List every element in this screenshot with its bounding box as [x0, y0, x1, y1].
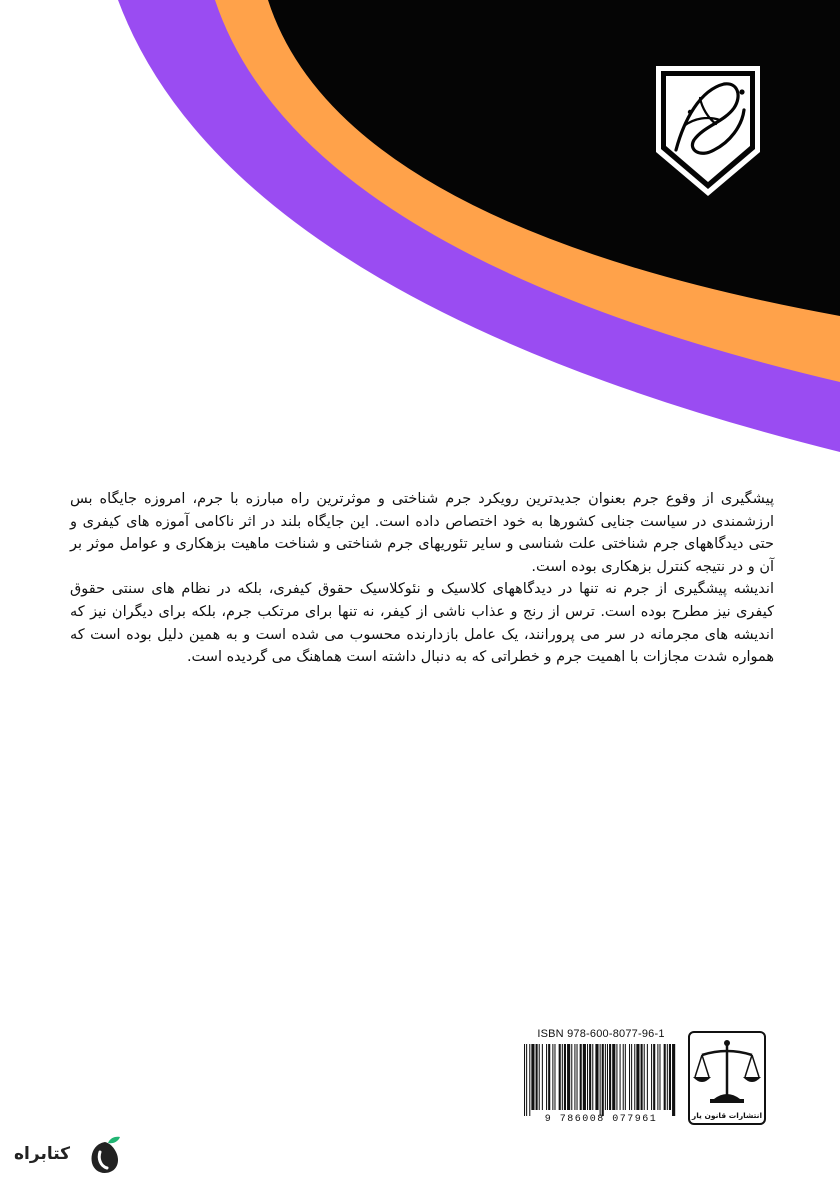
barcode-bars: [524, 1044, 678, 1116]
ketabrah-leaf-icon: [88, 1136, 122, 1176]
ketabrah-watermark: [14, 1136, 124, 1180]
barcode-digits: 9 786008 077961: [544, 1114, 658, 1125]
isbn-label: ISBN 978-600-8077-96-1: [537, 1028, 665, 1040]
scales-of-justice-icon: [690, 1035, 764, 1111]
blurb-paragraph-2: اندیشه پیشگیری از جرم نه تنها در دیدگاههای کلاسیک و نئوکلاسیک حقوق کیفری، بلکه در نظام های سنتی حقوق کیفری نیز مطرح بوده است. ترس از رنج و عذاب ناشی از کیفر، نه تنها برای مرتکب جرم، بلکه برای دیگران نیز که اندیشه های مجرمانه در سر می پرورانند، یک عامل بازدارنده محسوب می شده است و به همین دلیل بوده است که همواره شدت مجازات با اهمیت جرم و خطراتی که به دنبال داشته است هماهنگ می گردیده است.: [70, 581, 774, 666]
ketabrah-name: کتابراه: [14, 1144, 71, 1164]
top-curved-bands: [0, 0, 840, 470]
publisher-emblem: [688, 1031, 766, 1125]
isbn-barcode: [522, 1030, 680, 1128]
publisher-name: انتشارات قانون یار: [691, 1111, 763, 1120]
blurb-paragraph-1: پیشگیری از وقوع جرم بعنوان جدیدترین رویکرد جرم شناختی و موثرترین راه مبارزه با جرم، امروزه جایگاه بس ارزشمندی در سیاست جنایی کشورها به خود اختصاص داده است. این جایگاه بلند در اثر ناکامی آموزه های کیفری و حتی دیدگاههای جرم شناختی علت شناسی و سایر تئوریهای جرم شناختی و شناخت ماهیت بزهکاری و عوامل موثر بر آن و در نتیجه کنترل بزهکاری بوده است.: [70, 491, 774, 575]
back-cover-blurb: [70, 488, 774, 669]
